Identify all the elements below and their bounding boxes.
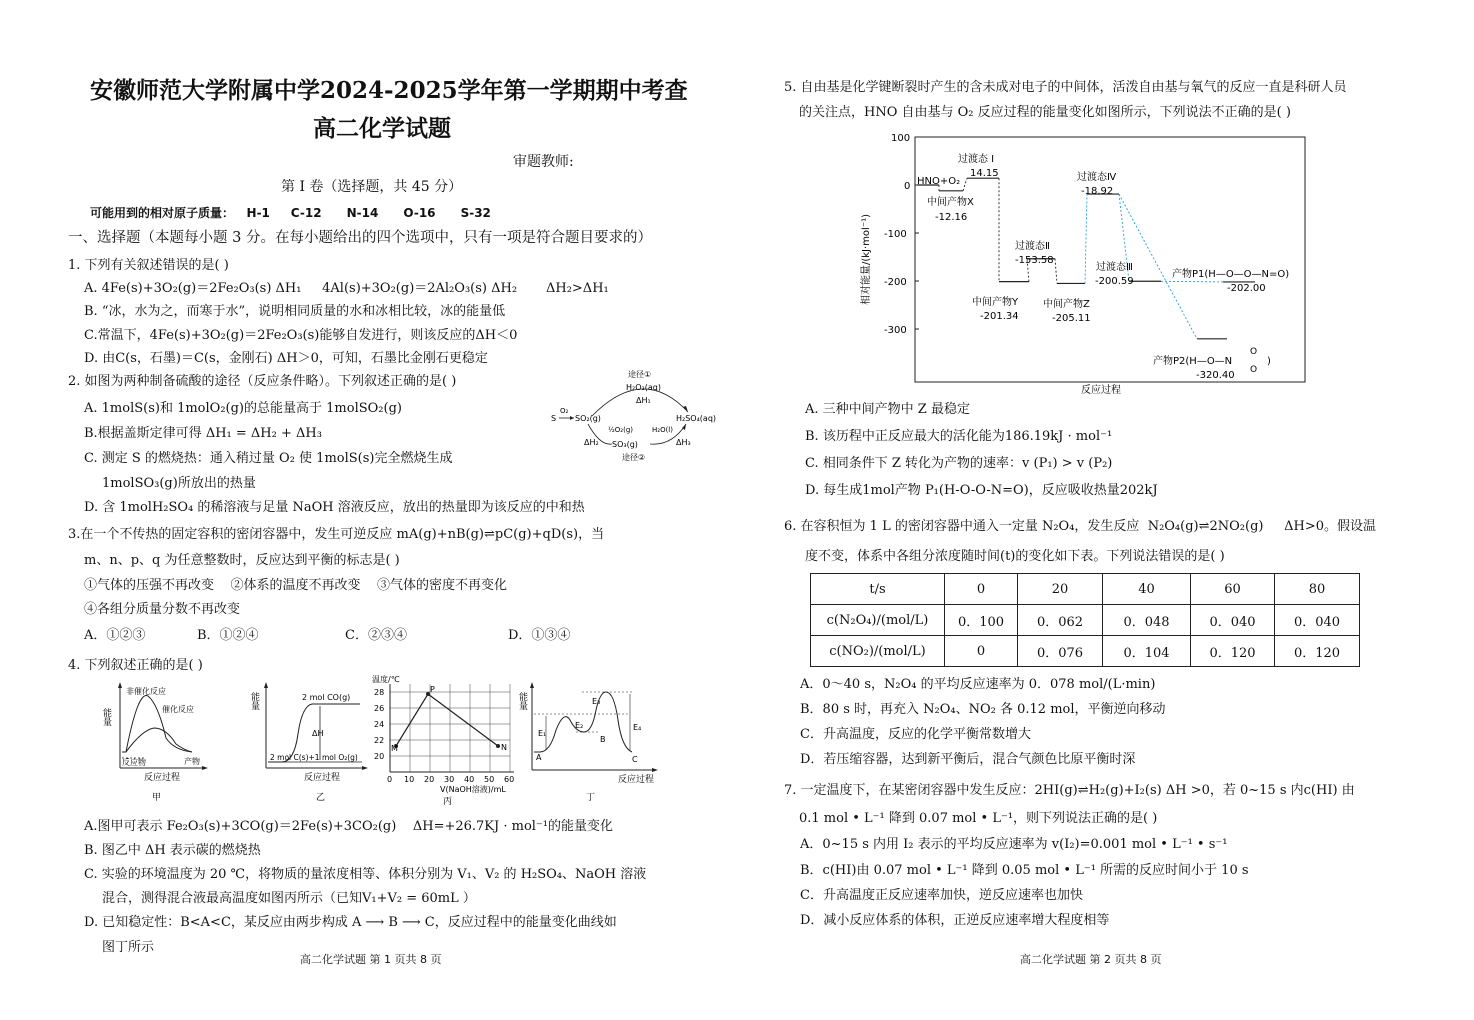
s-label: S	[551, 414, 557, 423]
label-ts1-value: 14.15	[970, 168, 999, 179]
label-p2-o1: O	[1250, 347, 1258, 357]
question-3-option-d: D．①③④	[508, 628, 571, 643]
label-ix-value: -12.16	[935, 212, 968, 223]
sulfuric-acid-route-diagram	[548, 366, 724, 462]
question-5-option-a: A. 三种中间产物中 Z 最稳定	[805, 402, 970, 417]
label-ts3-value: -200.59	[1095, 276, 1134, 287]
energy-link-1	[963, 178, 967, 191]
table-cell: 0	[945, 636, 1018, 667]
label-p2-value: -320.40	[1196, 370, 1235, 381]
dh3-label: ΔH₃	[676, 438, 691, 447]
ding-a: A	[536, 753, 542, 762]
bing-ytick-26: 26	[374, 704, 385, 713]
table-row	[811, 636, 1360, 667]
label-ts4: 过渡态Ⅳ	[1077, 172, 1117, 183]
question-6-option-a: A．0～40 s，N₂O₄ 的平均反应速率为 0．078 mol/(L·min)	[800, 677, 1156, 692]
question-6-stem-cont: 度不变，体系中各组分浓度随时间(t)的变化如下表。下列说法错误的是( )	[805, 549, 1225, 564]
table-header-row	[811, 574, 1360, 605]
label-iy: 中间产物Y	[972, 297, 1019, 308]
question-7-option-c: C．升高温度正反应速率加快，逆反应速率也加快	[800, 888, 1083, 903]
question-5-stem: 5. 自由基是化学键断裂时产生的含未成对电子的中间体，活泼自由基与氧气的反应一直是科研人员	[784, 80, 1347, 95]
dh1-label: ΔH₁	[636, 396, 651, 405]
yi-bottom-label: 2 mol C(s)+1 mol O₂(g)	[270, 753, 358, 762]
question-3-option-c: C．②③④	[345, 628, 407, 643]
table-row	[811, 605, 1360, 636]
footer-left: 高二化学试题 第 1 页共 8 页	[300, 953, 442, 966]
label-ts2-value: -153.58	[1015, 255, 1054, 266]
bing-ytick-22: 22	[374, 736, 385, 745]
table-header-cell: 0	[945, 574, 1018, 605]
jia-label-cat: 催化反应	[162, 705, 194, 714]
ding-e2: E₂	[575, 721, 584, 730]
reviewer-label: 审题教师:	[513, 154, 574, 170]
bing-xtick-50: 50	[484, 775, 495, 784]
question-1-option-c: C.常温下，4Fe(s)+3O₂(g)＝2Fe₂O₃(s)能够自发进行，则该反应的ΔH＜0	[84, 328, 518, 343]
table-header-cell: 60	[1191, 574, 1275, 605]
label-p2: 产物P2(H—O—N	[1153, 356, 1233, 367]
question-7-option-a: A．0~15 s 内用 I₂ 表示的平均反应速率为 v(I₂)=0.001 mol • L⁻¹ • s⁻¹	[800, 837, 1228, 852]
table-cell: 0．120	[1275, 636, 1360, 667]
chart-xlabel: 反应过程	[1081, 385, 1121, 396]
bing-point-p: P	[430, 685, 435, 694]
jia-label-noncat: 非催化反应	[126, 687, 166, 696]
ding-e1: E₁	[538, 729, 547, 738]
question-3-option-b: B．①②④	[197, 628, 259, 643]
question-2-option-a: A. 1molS(s)和 1molO₂(g)的总能量高于 1molSO₂(g)	[84, 401, 402, 416]
section-instruction: 一、选择题（本题每小题 3 分。在每小题给出的四个选项中，只有一项是符合题目要求的）	[68, 230, 652, 246]
yi-dh-label: ΔH	[312, 729, 324, 738]
ding-e3: E₃	[592, 697, 601, 706]
label-iy-value: -201.34	[980, 311, 1019, 322]
bing-xtick-60: 60	[504, 775, 515, 784]
page-subtitle: 高二化学试题	[313, 115, 451, 142]
energy-profile-chart	[855, 125, 1320, 397]
table-cell: 0．100	[945, 605, 1018, 636]
question-6-stem: 6. 在容积恒为 1 L 的密闭容器中通入一定量 N₂O₄，发生反应 N₂O₄(g)⇌2NO₂(g) ΔH>0。假设温	[784, 519, 1377, 534]
question-1-stem: 1. 下列有关叙述错误的是( )	[68, 258, 229, 273]
question-5-stem-cont: 的关注点，HNO 自由基与 O₂ 反应过程的能量变化如图所示，下列说法不正确的是( )	[799, 105, 1291, 120]
table-header-cell: 40	[1103, 574, 1191, 605]
question-7-option-b: B．c(HI)由 0.07 mol • L⁻¹ 降到 0.05 mol • L⁻¹ 所需的反应时间小于 10 s	[800, 863, 1249, 878]
atomic-masses: 可能用到的相对原子质量： H-1 C-12 N-14 O-16 S-32	[90, 206, 491, 220]
table-cell: 0．040	[1191, 605, 1275, 636]
label-p1-value: -202.00	[1227, 283, 1266, 294]
table-cell: 0．104	[1103, 636, 1191, 667]
label-p1: 产物P1(H—O—O—N=O)	[1172, 269, 1290, 280]
label-ts3: 过渡态Ⅲ	[1096, 262, 1133, 273]
bing-xtick-0: 0	[387, 775, 393, 784]
question-3-option-a: A．①②③	[84, 628, 146, 643]
question-4-option-a: A.图甲可表示 Fe₂O₃(s)+3CO(g)＝2Fe(s)+3CO₂(g) ΔH=+26.7KJ · mol⁻¹的能量变化	[84, 819, 614, 834]
ding-caption: 丁	[586, 793, 596, 803]
concentration-table	[810, 573, 1360, 667]
yi-xlabel: 反应过程	[304, 773, 341, 783]
energy-link-4	[1055, 259, 1057, 284]
label-ts4-value: -18.92	[1081, 186, 1114, 197]
bing-xlabel: V(NaOH溶液)/mL	[440, 785, 506, 794]
yi-caption: 乙	[316, 793, 326, 803]
question-1-option-d: D. 由C(s，石墨)＝C(s，金刚石) ΔH＞0，可知，石墨比金刚石更稳定	[84, 351, 488, 366]
question-6-option-b: B．80 s 时，再充入 N₂O₄、NO₂ 各 0.12 mol，平衡逆向移动	[800, 702, 1166, 717]
yi-top-label: 2 mol CO(g)	[302, 693, 351, 702]
jia-label-product: 产物	[184, 757, 200, 766]
bing-xtick-10: 10	[404, 775, 415, 784]
energy-link-7	[1161, 281, 1223, 282]
figure-jia	[100, 680, 210, 808]
question-2-option-b: B.根据盖斯定律可得 ΔH₁ = ΔH₂ + ΔH₃	[84, 426, 322, 441]
jia-label-reactant: 反应物	[122, 758, 146, 767]
page-title: 安徽师范大学附属中学2024-2025学年第一学期期中考查	[90, 77, 688, 104]
h2o-label: H₂O(l)	[652, 426, 673, 434]
so2-label: SO₂(g)	[575, 414, 601, 423]
h2o2-label: H₂O₂(aq)	[626, 383, 661, 392]
question-2-option-c: C. 测定 S 的燃烧热：通入稍过量 O₂ 使 1molS(s)完全燃烧生成	[84, 451, 453, 466]
question-1-option-a: A. 4Fe(s)+3O₂(g)＝2Fe₂O₃(s) ΔH₁ 4Al(s)+3O₂(g)＝2Al₂O₃(s) ΔH₂ ΔH₂>ΔH₁	[84, 281, 609, 296]
footer-right: 高二化学试题 第 2 页共 8 页	[1020, 953, 1162, 966]
table-header-cell: 20	[1018, 574, 1103, 605]
bing-ytick-20: 20	[374, 752, 385, 761]
question-5-option-d: D. 每生成1mol产物 P₁(H-O-O-N=O)，反应吸收热量202kJ	[805, 483, 1158, 498]
half-o2-label: ½O₂(g)	[608, 426, 634, 434]
table-cell: 0．048	[1103, 605, 1191, 636]
question-2-option-d: D. 含 1molH₂SO₄ 的稀溶液与足量 NaOH 溶液反应，放出的热量即为该反应的中和热	[84, 500, 585, 515]
chart-ytick-m100: -100	[884, 229, 907, 240]
question-4-option-b: B. 图乙中 ΔH 表示碳的燃烧热	[84, 843, 261, 858]
figure-bing	[370, 672, 520, 808]
ding-b: B	[600, 735, 606, 744]
bing-ytick-28: 28	[374, 688, 385, 697]
jia-xlabel: 反应过程	[144, 773, 181, 783]
label-ts2: 过渡态Ⅱ	[1015, 241, 1050, 252]
table-cell: 0．076	[1018, 636, 1103, 667]
jia-ylabel: 能量	[101, 708, 111, 726]
ding-c: C	[632, 755, 638, 764]
bing-ylabel: 温度/℃	[372, 675, 400, 684]
label-reactant: HNO+O₂	[917, 176, 961, 187]
label-iz: 中间产物Z	[1043, 299, 1090, 310]
chart-ytick-0: 0	[904, 181, 911, 192]
bing-xtick-40: 40	[464, 775, 475, 784]
section-heading: 第 I 卷（选择题，共 45 分）	[281, 179, 463, 195]
table-cell: c(NO₂)/(mol/L)	[811, 636, 945, 667]
question-7-stem-cont: 0.1 mol • L⁻¹ 降到 0.07 mol • L⁻¹，则下列说法正确的是( )	[799, 811, 1158, 826]
route1-label: 途径①	[628, 370, 652, 379]
route2-label: 途径②	[622, 453, 646, 462]
table-cell: 0．120	[1191, 636, 1275, 667]
label-ix: 中间产物X	[927, 197, 974, 208]
bing-point-m: M	[391, 744, 398, 753]
question-1-option-b: B. “冰，水为之，而寒于水”，说明相同质量的水和冰相比较，冰的能量低	[84, 304, 506, 319]
question-6-option-d: D．若压缩容器，达到新平衡后，混合气颜色比原平衡时深	[800, 752, 1136, 767]
so3-label: SO₃(g)	[612, 440, 638, 449]
figure-yi	[250, 680, 370, 808]
question-3-stem: 3.在一个不传热的固定容积的密闭容器中，发生可逆反应 mA(g)+nB(g)⇌pC(g)+qD(s)，当	[68, 527, 605, 542]
question-4-option-d-cont: 图丁所示	[102, 940, 155, 955]
figure-ding	[517, 680, 660, 808]
question-3-statements: ①气体的压强不再改变 ②体系的温度不再改变 ③气体的密度不再变化	[84, 578, 508, 593]
question-3-stem-cont: m、n、p、q 为任意整数时，反应达到平衡的标志是( )	[84, 553, 400, 568]
jia-caption: 甲	[152, 793, 162, 803]
chart-ytick-100: 100	[891, 133, 911, 144]
bing-xtick-20: 20	[424, 775, 435, 784]
energy-link-5	[1085, 194, 1087, 283]
table-cell: 0．040	[1275, 605, 1360, 636]
table-cell: 0．062	[1018, 605, 1103, 636]
question-7-option-d: D．减小反应体系的体积，正逆反应速率增大程度相等	[800, 913, 1110, 928]
dh2-label: ΔH₂	[584, 438, 599, 447]
label-iz-value: -205.11	[1052, 313, 1091, 324]
bing-caption: 丙	[443, 797, 453, 807]
table-header-cell: 80	[1275, 574, 1360, 605]
table-header-cell: t/s	[811, 574, 945, 605]
question-4-stem: 4. 下列叙述正确的是( )	[68, 658, 203, 673]
h2so4-label: H₂SO₄(aq)	[676, 414, 717, 423]
question-4-option-d: D. 已知稳定性：B<A<C，某反应由两步构成 A ⟶ B ⟶ C，反应过程中的能量变化曲线如	[84, 915, 617, 930]
label-p2-o2: O	[1250, 365, 1258, 375]
bing-ytick-24: 24	[374, 720, 385, 729]
ding-xlabel: 反应过程	[618, 775, 655, 785]
question-2-stem: 2. 如图为两种制备硫酸的途径（反应条件略）。下列叙述正确的是( )	[68, 374, 457, 389]
chart-ytick-m300: -300	[884, 325, 907, 336]
question-6-option-c: C．升高温度，反应的化学平衡常数增大	[800, 727, 1031, 742]
ding-ylabel: 能量	[517, 692, 527, 710]
question-3-statements-cont: ④各组分质量分数不再改变	[84, 602, 241, 617]
question-4-option-c: C. 实验的环境温度为 20 ℃，将物质的量浓度相等、体积分别为 V₁、V₂ 的 H₂SO₄、NaOH 溶液	[84, 867, 647, 882]
question-7-stem: 7. 一定温度下，在某密闭容器中发生反应：2HI(g)⇌H₂(g)+I₂(s) ΔH >0，若 0~15 s 内c(HI) 由	[784, 783, 1355, 798]
bing-xtick-30: 30	[444, 775, 455, 784]
table-cell: c(N₂O₄)/(mol/L)	[811, 605, 945, 636]
label-p2-close: )	[1267, 356, 1271, 367]
yi-ylabel: 能量	[249, 692, 259, 710]
label-ts1: 过渡态 I	[958, 154, 995, 165]
question-5-option-b: B. 该历程中正反应最大的活化能为186.19kJ · mol⁻¹	[805, 429, 1113, 444]
question-2-option-c-cont: 1molSO₃(g)所放出的热量	[102, 476, 256, 491]
question-5-option-c: C. 相同条件下 Z 转化为产物的速率：v (P₁) > v (P₂)	[805, 456, 1113, 471]
ding-e4: E₄	[633, 723, 642, 732]
chart-ylabel: 相对能量/(kJ·mol⁻¹)	[861, 213, 872, 305]
o2-label: O₂	[560, 407, 569, 415]
question-4-option-c-cont: 混合，测得混合液最高温度如图丙所示（已知V₁+V₂ = 60mL ）	[102, 891, 476, 906]
bing-point-n: N	[501, 743, 507, 752]
chart-ytick-m200: -200	[884, 277, 907, 288]
